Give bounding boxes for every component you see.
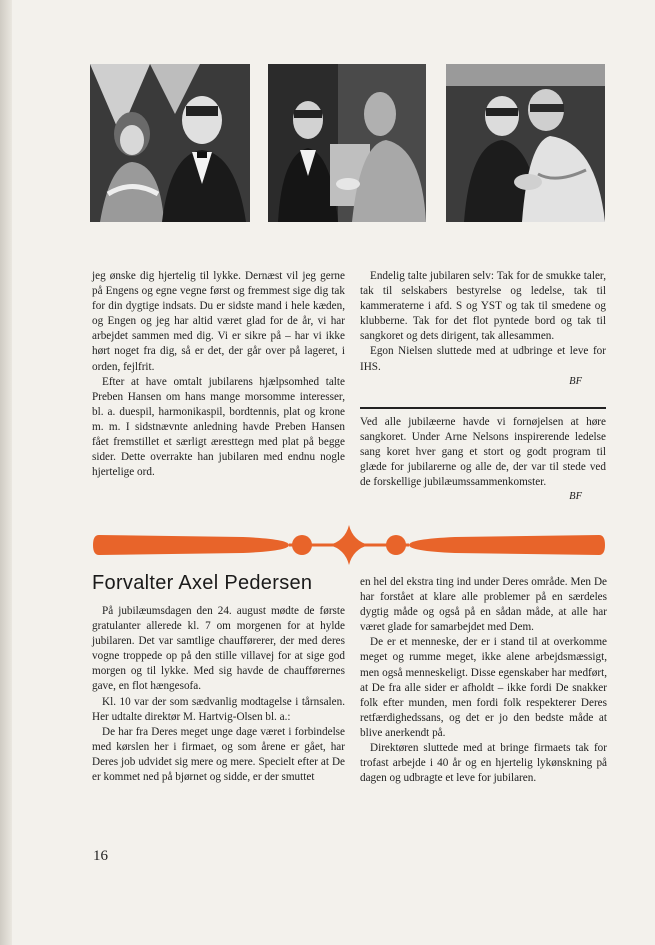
paragraph: Direktøren sluttede med at bringe firmaets tak for trofast arbejde i 40 år og en hjertelig lykønskning på dagen og udbragte et leve for jubilaren. — [360, 742, 607, 785]
upper-left-column — [92, 269, 345, 480]
paragraph: De er et menneske, der er i stand til at overkomme meget og rumme meget, ikke alene arbejdsmæssigt, men også menneskeligt. Disse egenskaber har medført, at De fra alle sider er afholdt – ikke fordi De snakker folk efter munden, men fordi folk respekterer Deres retfærdighedssans, og det er jo den bedste måde at blive anerkendt på. — [360, 636, 607, 739]
paragraph: Kl. 10 var der som sædvanlig modtagelse i tårnsalen. Her udtalte direktør M. Hartvig-Olsen bl. a.: — [92, 695, 345, 723]
paragraph: Egon Nielsen sluttede med at udbringe et leve for IHS. — [360, 345, 606, 373]
paragraph: Endelig talte jubilaren selv: Tak for de smukke taler, tak til selskabers bestyrelse og ledelse, tak til kammeraterne i afd. S og YST og tak til smedene og klubberne. Tak for det flot pyntede bord og tak til sangkoret og dets dirigent, tak allesammen. — [360, 270, 606, 343]
column-divider-rule — [360, 407, 606, 409]
ornamental-divider-icon — [93, 523, 605, 567]
photo-conversation — [446, 64, 605, 222]
photo-couple — [90, 64, 250, 222]
upper-right-column — [360, 269, 606, 388]
page-binding-edge — [0, 0, 12, 945]
paragraph: en hel del ekstra ting ind under Deres område. Men De har forstået at klare alle problemer på en særdeles dygtig måde og også på en sådan måde, at alle har været glade for samarbejdet med Dem. — [360, 576, 607, 634]
paragraph: Ved alle jubilæerne havde vi fornøjelsen at høre sangkoret. Under Arne Nelsons inspirerende ledelse sang koret hver gang et stort og godt program til glæde for jubilarerne og alle de, der var til stede ved de forskellige jubilæumssammenkomster. — [360, 416, 606, 489]
photo-handshake — [268, 64, 426, 222]
paragraph: De har fra Deres meget unge dage været i forbindelse med kørslen her i firmaet, og som årene er gået, har Deres job udvidet sig mere og mere. Specielt efter at De er kommet ned på bjørnet og sidde, er der smuttet — [92, 725, 345, 784]
paragraph: Efter at have omtalt jubilarens hjælpsomhed talte Preben Hansen om hans mange morsomme interesser, bl. a. duespil, harmonikaspil, bordtennis, plat og krone m. m. I sidstnævnte anledning havde Preben Hansen fået fremstillet et særligt æresttegn med plat på begge sider. Dette overrakte han jubilaren med endnu nogle hjertelige ord. — [92, 375, 345, 479]
page-number: 16 — [93, 848, 108, 864]
article-left-column — [92, 604, 345, 785]
article-right-column — [360, 575, 607, 786]
author-signature: BF — [569, 491, 582, 503]
article-title: Forvalter Axel Pedersen — [92, 572, 313, 594]
paragraph: På jubilæumsdagen den 24. august mødte de første gratulanter allerede kl. 7 om morgenen for at hylde jubilaren. Det var samtlige chaufførerer, der med deres vogne troppede op på den stille villavej for at sige god morgen og til lykke. Med sig havde de chaufførernes gave, en flot hængesofa. — [92, 605, 345, 693]
author-signature: BF — [569, 375, 582, 387]
paragraph: jeg ønske dig hjertelig til lykke. Dernæst vil jeg gerne på Engens og egne vegne først og fremmest sige dig tak for din dygtige indsats. Du er sidste mand i hele kæden, og Engen og jeg har altid været glad for de år, vi har arbejdet sammen med dig. Vi er sikre på – har vi ikke hørt noget fra dig, så er det, der går over på lageret, i orden, fejlfrit. — [92, 270, 345, 373]
upper-right-column-lower — [360, 415, 606, 503]
